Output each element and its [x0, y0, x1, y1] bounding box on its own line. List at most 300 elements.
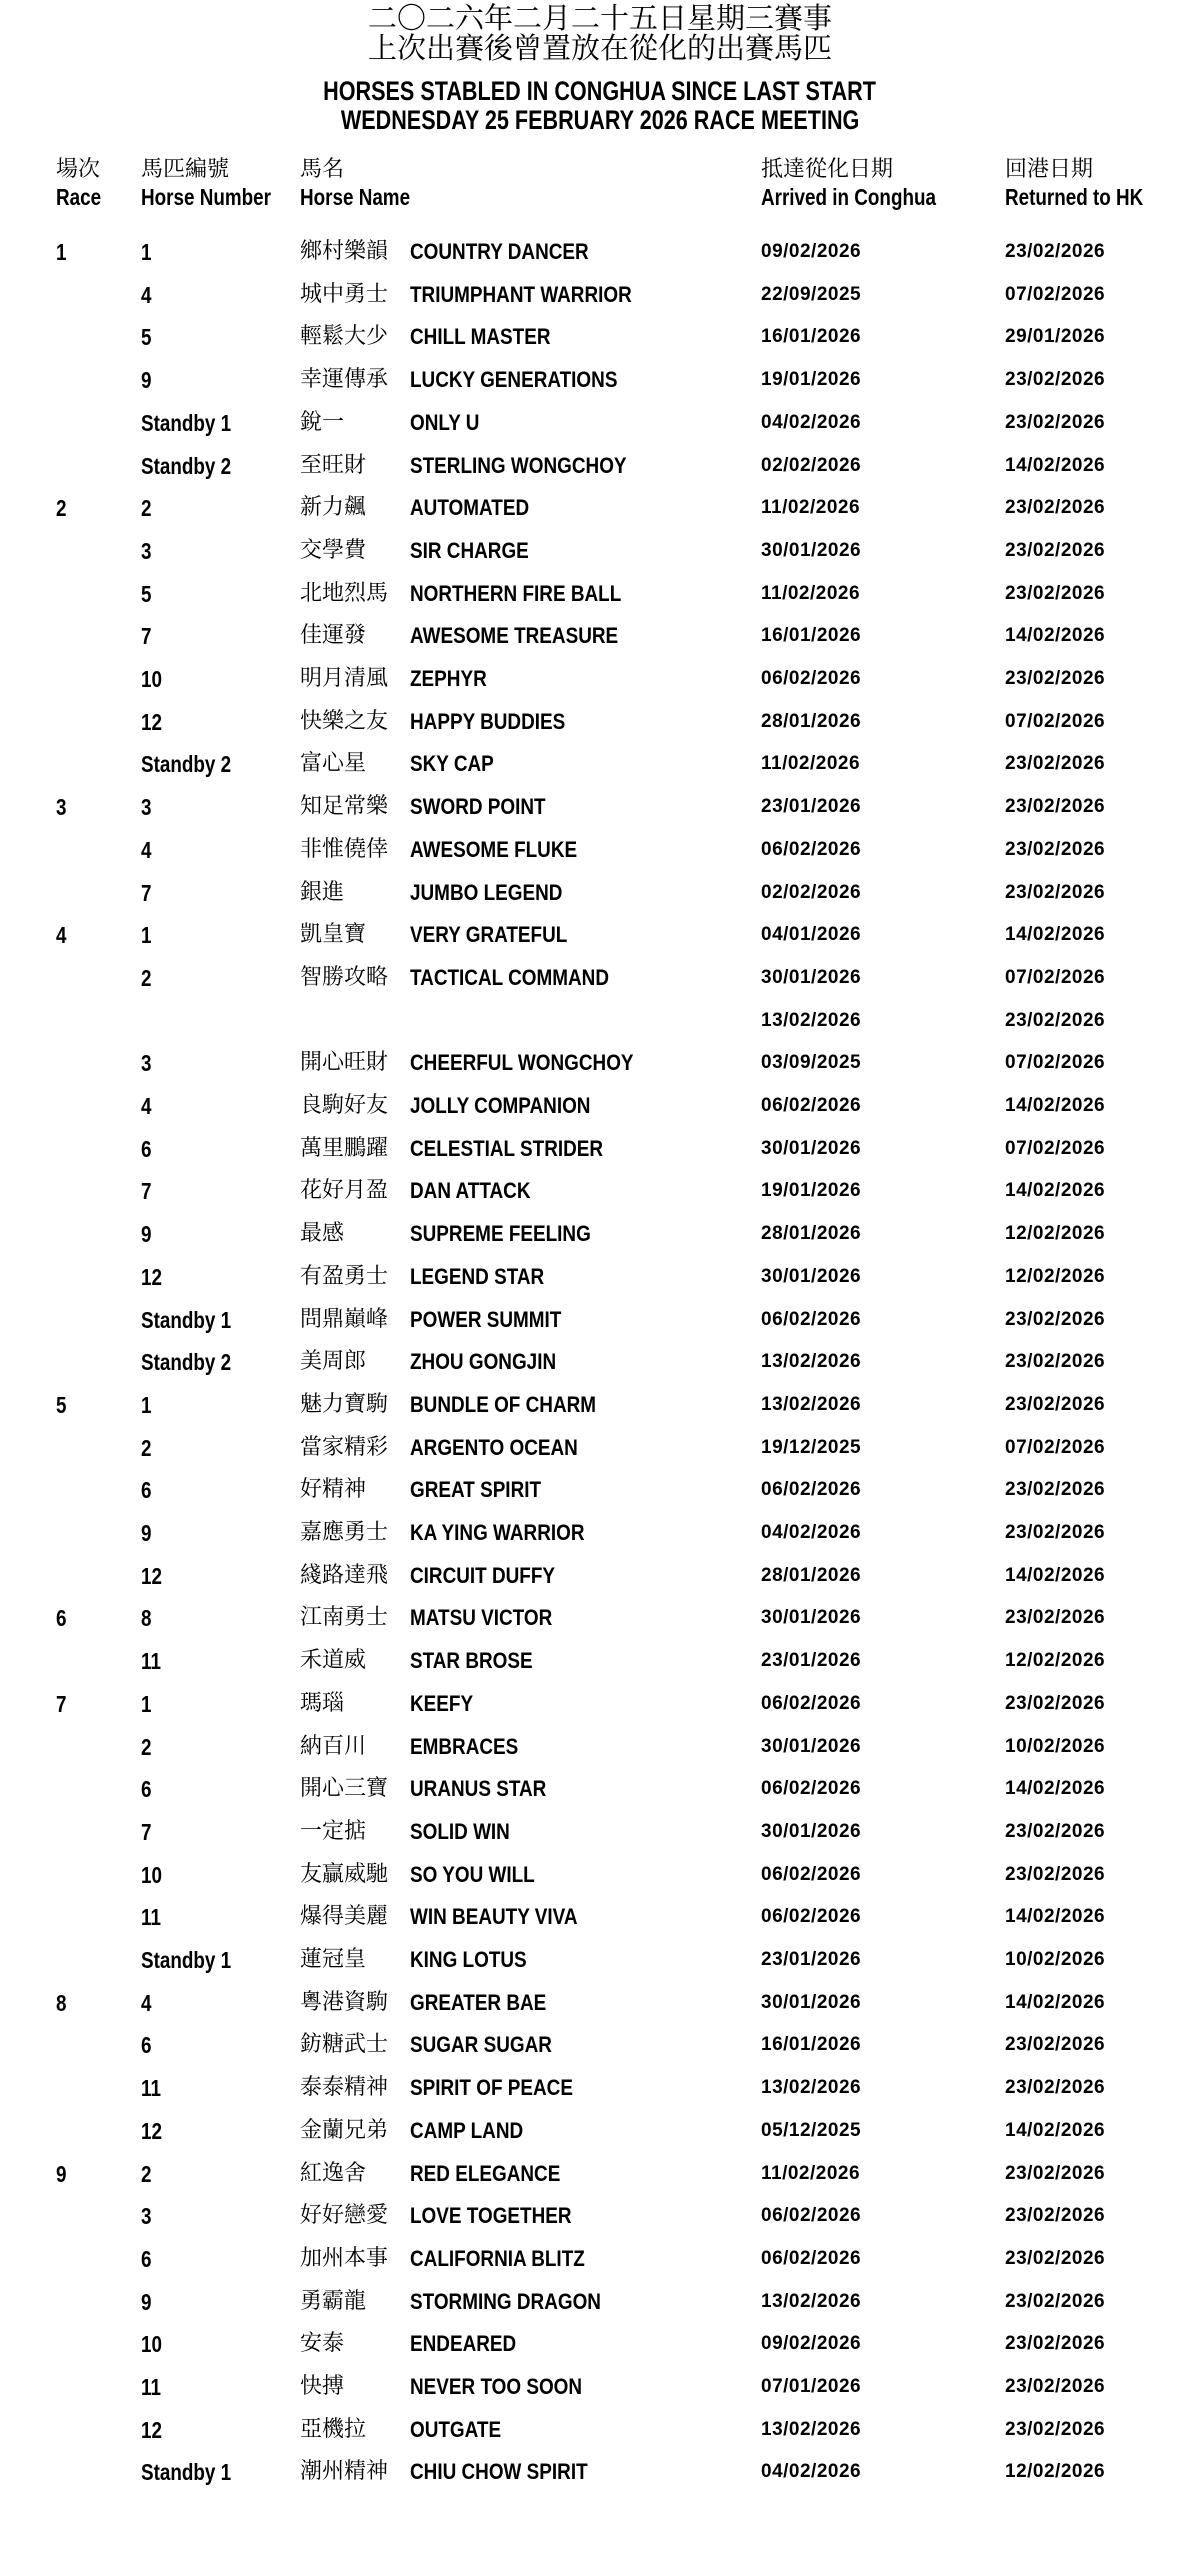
horse-name-zh-cell: 城中勇士: [300, 281, 389, 307]
horse-name-en-cell: CIRCUIT DUFFY: [410, 1562, 556, 1588]
returned-date-cell: 23/02/2026: [1005, 2034, 1106, 2056]
returned-date-cell: 23/02/2026: [1005, 2418, 1106, 2440]
horse-name-zh-cell: 鄉村樂韻: [300, 239, 389, 264]
horse-number-cell: 11: [141, 1648, 161, 1675]
arrived-date-cell: 30/01/2026: [761, 1991, 862, 2013]
horse-number-cell: 12: [141, 708, 162, 735]
horse-name-zh-cell: 泰泰精神: [300, 2075, 389, 2101]
table-row: [0, 1219, 1200, 1262]
horse-name-en-cell: SIR CHARGE: [410, 537, 529, 563]
horse-number-cell: 5: [141, 324, 152, 351]
table-row: [0, 2372, 1200, 2415]
horse-number-cell: 2: [141, 495, 152, 522]
horse-name-zh-cell: 美周郎: [300, 1349, 367, 1375]
returned-date-cell: 23/02/2026: [1005, 1607, 1106, 1629]
arrived-date-cell: 30/01/2026: [761, 1265, 862, 1287]
horse-number-cell: Standby 1: [141, 2459, 232, 2486]
returned-date-cell: 23/02/2026: [1005, 2376, 1106, 2397]
returned-date-cell: 23/02/2026: [1005, 411, 1106, 433]
horse-name-zh-cell: 綫路達飛: [300, 1562, 389, 1588]
header-race-en: Race: [56, 184, 102, 210]
arrived-date-cell: 04/02/2026: [761, 1522, 862, 1543]
header-returned-zh: 回港日期: [1005, 157, 1094, 182]
horse-number-cell: 6: [141, 1477, 152, 1504]
arrived-date-cell: 11/02/2026: [761, 753, 861, 775]
returned-date-cell: 07/02/2026: [1005, 710, 1106, 732]
table-row: [0, 621, 1200, 664]
horse-name-zh-cell: 花好月盈: [300, 1178, 389, 1204]
horse-name-zh-cell: 勇霸龍: [300, 2288, 367, 2314]
table-row: [0, 536, 1200, 579]
table-row: [0, 1945, 1200, 1988]
horse-number-cell: 4: [141, 1989, 152, 2016]
horse-name-en-cell: STERLING WONGCHOY: [410, 452, 627, 478]
horse-number-cell: 3: [141, 1050, 152, 1077]
horse-name-zh-cell: 友贏威馳: [300, 1861, 389, 1887]
horse-number-cell: 1: [141, 239, 152, 265]
race-cell: 4: [56, 922, 67, 949]
returned-date-cell: 07/02/2026: [1005, 1137, 1106, 1159]
returned-date-cell: 23/02/2026: [1005, 1351, 1106, 1373]
horse-name-en-cell: GREATER BAE: [410, 1989, 547, 2015]
table-row: [0, 2201, 1200, 2244]
arrived-date-cell: 05/12/2025: [761, 2119, 862, 2141]
horse-name-zh-cell: 紅逸舍: [300, 2160, 367, 2186]
horse-number-cell: 6: [141, 2245, 152, 2272]
returned-date-cell: 12/02/2026: [1005, 1650, 1106, 1672]
table-row: [0, 1689, 1200, 1732]
horse-name-en-cell: DAN ATTACK: [410, 1178, 531, 1204]
horse-name-zh-cell: 銳一: [300, 409, 345, 435]
returned-date-cell: 23/02/2026: [1005, 1308, 1106, 1330]
horse-name-en-cell: NORTHERN FIRE BALL: [410, 580, 622, 606]
horse-name-en-cell: GREAT SPIRIT: [410, 1477, 542, 1503]
horse-name-en-cell: KEEFY: [410, 1690, 474, 1716]
horse-name-en-cell: LOVE TOGETHER: [410, 2203, 572, 2229]
horse-number-cell: 6: [141, 2032, 152, 2059]
horse-number-cell: 3: [141, 537, 152, 564]
table-row: [0, 365, 1200, 408]
horse-name-zh-cell: 最感: [300, 1221, 345, 1247]
returned-date-cell: 23/02/2026: [1005, 1522, 1106, 1543]
horse-name-zh-cell: 至旺財: [300, 452, 367, 478]
arrived-date-cell: 28/01/2026: [761, 1564, 862, 1586]
horse-name-en-cell: POWER SUMMIT: [410, 1306, 562, 1332]
returned-date-cell: 23/02/2026: [1005, 881, 1106, 903]
returned-date-cell: 23/02/2026: [1005, 2205, 1106, 2227]
title-zh-line1: 二〇二六年二月二十五日星期三賽事: [367, 1, 832, 35]
arrived-date-cell: 09/02/2026: [761, 241, 862, 262]
table-row: [0, 1902, 1200, 1945]
table-row: [0, 493, 1200, 536]
table-row: [0, 1817, 1200, 1860]
horse-number-cell: 11: [141, 1904, 161, 1931]
table-row: [0, 2030, 1200, 2073]
horse-name-en-cell: SUPREME FEELING: [410, 1221, 591, 1247]
header-race-zh: 場次: [56, 157, 101, 182]
horse-name-zh-cell: 納百川: [300, 1733, 367, 1759]
horse-name-en-cell: CHIU CHOW SPIRIT: [410, 2459, 588, 2485]
table-row: [0, 963, 1200, 1006]
arrived-date-cell: 30/01/2026: [761, 539, 862, 561]
horse-name-zh-cell: 交學費: [300, 537, 367, 563]
table-row: [0, 878, 1200, 921]
returned-date-cell: 23/02/2026: [1005, 2162, 1106, 2184]
table-row: [0, 2415, 1200, 2458]
arrived-date-cell: 03/09/2025: [761, 1052, 862, 1074]
returned-date-cell: 23/02/2026: [1005, 1009, 1106, 1031]
arrived-date-cell: 22/09/2025: [761, 283, 862, 305]
table-row: [0, 1603, 1200, 1646]
returned-date-cell: 07/02/2026: [1005, 966, 1106, 988]
returned-date-cell: 14/02/2026: [1005, 1906, 1106, 1928]
horse-name-en-cell: WIN BEAUTY VIVA: [410, 1904, 578, 1930]
horse-name-zh-cell: 智勝攻略: [300, 964, 389, 990]
arrived-date-cell: 02/02/2026: [761, 454, 862, 476]
horse-number-cell: 10: [141, 2331, 162, 2358]
horse-name-en-cell: AWESOME FLUKE: [410, 836, 578, 862]
horse-number-cell: 6: [141, 1776, 152, 1803]
table-row: [0, 1390, 1200, 1433]
horse-name-zh-cell: 富心星: [300, 751, 367, 777]
returned-date-cell: 10/02/2026: [1005, 1735, 1106, 1757]
table-row: [0, 920, 1200, 963]
table-row: [0, 1048, 1200, 1091]
header-horse-number-zh: 馬匹編號: [141, 157, 230, 182]
horse-name-zh-cell: 粵港資駒: [300, 1989, 389, 2015]
horse-name-en-cell: RED ELEGANCE: [410, 2160, 561, 2186]
race-cell: 2: [56, 495, 67, 522]
arrived-date-cell: 23/01/2026: [761, 1949, 862, 1970]
arrived-date-cell: 28/01/2026: [761, 710, 862, 732]
table-row: [0, 2244, 1200, 2287]
horse-name-en-cell: AUTOMATED: [410, 495, 530, 521]
horse-name-zh-cell: 萬里鵬躍: [300, 1135, 389, 1161]
title-en-line1-text: HORSES STABLED IN CONGHUA SINCE LAST START: [323, 76, 877, 106]
arrived-date-cell: 19/01/2026: [761, 369, 862, 391]
table-row: [0, 322, 1200, 365]
horse-name-en-cell: KA YING WARRIOR: [410, 1520, 585, 1545]
table-row: [0, 1518, 1200, 1561]
table-row: [0, 2287, 1200, 2330]
horse-number-cell: 1: [141, 1690, 152, 1717]
arrived-date-cell: 30/01/2026: [761, 1820, 862, 1842]
header-returned-en: Returned to HK: [1005, 184, 1144, 210]
horse-name-zh-cell: 一定掂: [300, 1818, 367, 1844]
arrived-date-cell: 23/01/2026: [761, 1650, 862, 1672]
arrived-date-cell: 06/02/2026: [761, 2247, 862, 2269]
returned-date-cell: 23/02/2026: [1005, 1393, 1106, 1415]
horse-name-zh-cell: 有盈勇士: [300, 1263, 389, 1289]
horse-number-cell: 10: [141, 666, 162, 692]
arrived-date-cell: 16/01/2026: [761, 326, 862, 348]
returned-date-cell: 14/02/2026: [1005, 924, 1106, 946]
arrived-date-cell: 04/01/2026: [761, 924, 862, 946]
horse-name-zh-cell: 當家精彩: [300, 1434, 389, 1460]
arrived-date-cell: 28/01/2026: [761, 1223, 862, 1245]
horse-number-cell: 12: [141, 1562, 162, 1589]
returned-date-cell: 23/02/2026: [1005, 1692, 1106, 1714]
arrived-date-cell: 02/02/2026: [761, 881, 862, 903]
returned-date-cell: 14/02/2026: [1005, 1991, 1106, 2013]
horse-name-en-cell: SO YOU WILL: [410, 1861, 535, 1887]
arrived-date-cell: 30/01/2026: [761, 1607, 862, 1629]
returned-date-cell: 23/02/2026: [1005, 2247, 1106, 2269]
horse-number-cell: 3: [141, 2203, 152, 2230]
table-row: [0, 237, 1200, 280]
title-en-line2: [0, 105, 1200, 135]
horse-name-zh-cell: 輕鬆大少: [300, 324, 389, 350]
header-horse-name: [300, 157, 434, 211]
horse-name-zh-cell: 蓮冠皇: [300, 1947, 367, 1972]
table-row: [0, 1774, 1200, 1817]
horse-name-zh-cell: 禾道威: [300, 1648, 367, 1674]
arrived-date-cell: 06/02/2026: [761, 1308, 862, 1330]
horse-name-en-cell: CHILL MASTER: [410, 324, 551, 350]
horse-number-cell: 9: [141, 2288, 152, 2315]
returned-date-cell: 14/02/2026: [1005, 1778, 1106, 1800]
returned-date-cell: 23/02/2026: [1005, 539, 1106, 561]
horse-name-en-cell: SUGAR SUGAR: [410, 2032, 552, 2058]
horse-name-zh-cell: 新力飆: [300, 495, 367, 521]
horse-number-cell: 9: [141, 367, 152, 394]
horse-name-zh-cell: 安泰: [300, 2331, 345, 2357]
returned-date-cell: 23/02/2026: [1005, 753, 1106, 775]
table-row: [0, 451, 1200, 494]
horse-number-cell: 1: [141, 1391, 152, 1418]
horse-name-en-cell: SOLID WIN: [410, 1818, 510, 1844]
header-returned: [1005, 157, 1174, 211]
arrived-date-cell: 13/02/2026: [761, 2290, 862, 2312]
header-arrived: [761, 157, 974, 211]
horse-name-zh-cell: 佳運發: [300, 623, 367, 649]
horse-number-cell: 7: [141, 1818, 152, 1845]
horse-name-en-cell: LUCKY GENERATIONS: [410, 367, 618, 393]
horse-name-zh-cell: 銀進: [300, 879, 345, 905]
horse-name-en-cell: STORMING DRAGON: [410, 2288, 601, 2314]
horse-name-zh-cell: 好好戀愛: [300, 2203, 389, 2229]
arrived-date-cell: 06/02/2026: [761, 838, 862, 860]
returned-date-cell: 23/02/2026: [1005, 1479, 1106, 1501]
horse-number-cell: 2: [141, 1434, 152, 1461]
table-row: [0, 792, 1200, 835]
horse-number-cell: Standby 1: [141, 1306, 232, 1333]
horse-name-en-cell: TRIUMPHANT WARRIOR: [410, 281, 632, 307]
arrived-date-cell: 30/01/2026: [761, 1137, 862, 1159]
table-row: [0, 2073, 1200, 2116]
horse-name-en-cell: CALIFORNIA BLITZ: [410, 2245, 585, 2271]
arrived-date-cell: 06/02/2026: [761, 1095, 862, 1116]
table-row: [0, 1176, 1200, 1219]
horse-name-en-cell: ZEPHYR: [410, 666, 487, 691]
horse-number-cell: 7: [141, 1178, 152, 1205]
horse-name-zh-cell: 瑪瑙: [300, 1690, 345, 1716]
table-row: [0, 2329, 1200, 2372]
arrived-date-cell: 19/12/2025: [761, 1436, 862, 1458]
horse-name-zh-cell: 亞機拉: [300, 2416, 367, 2442]
horse-name-en-cell: TACTICAL COMMAND: [410, 964, 609, 990]
horse-name-en-cell: CELESTIAL STRIDER: [410, 1135, 604, 1161]
arrived-date-cell: 13/02/2026: [761, 1351, 862, 1373]
horse-number-cell: 10: [141, 1861, 162, 1888]
returned-date-cell: 14/02/2026: [1005, 1564, 1106, 1586]
horse-name-en-cell: KING LOTUS: [410, 1947, 527, 1972]
arrived-date-cell: 06/02/2026: [761, 1863, 862, 1885]
returned-date-cell: 23/02/2026: [1005, 241, 1106, 262]
arrived-date-cell: 09/02/2026: [761, 2333, 862, 2355]
horse-name-en-cell: ONLY U: [410, 409, 480, 435]
horse-name-zh-cell: 鈁糖武士: [300, 2032, 389, 2058]
arrived-date-cell: 16/01/2026: [761, 625, 862, 647]
table-row: [0, 1860, 1200, 1903]
horse-name-en-cell: VERY GRATEFUL: [410, 922, 568, 948]
returned-date-cell: 23/02/2026: [1005, 497, 1106, 519]
returned-date-cell: 29/01/2026: [1005, 326, 1106, 348]
horse-number-cell: 7: [141, 623, 152, 650]
horse-number-cell: 5: [141, 580, 152, 607]
arrived-date-cell: 23/01/2026: [761, 796, 862, 818]
horse-name-en-cell: CAMP LAND: [410, 2117, 524, 2143]
returned-date-cell: 23/02/2026: [1005, 796, 1106, 818]
horse-number-cell: 12: [141, 1263, 162, 1290]
header-arrived-en: Arrived in Conghua: [761, 184, 936, 210]
returned-date-cell: 14/02/2026: [1005, 2119, 1106, 2141]
header-horse-name-zh: 馬名: [300, 157, 345, 182]
horse-name-en-cell: JOLLY COMPANION: [410, 1093, 591, 1118]
race-cell: 9: [56, 2160, 67, 2187]
horse-name-zh-cell: 爆得美麗: [300, 1904, 389, 1930]
horse-name-zh-cell: 嘉應勇士: [300, 1520, 389, 1545]
horse-name-zh-cell: 非惟僥倖: [300, 836, 389, 862]
arrived-date-cell: 04/02/2026: [761, 2461, 862, 2483]
arrived-date-cell: 06/02/2026: [761, 1692, 862, 1714]
table-row: [0, 1134, 1200, 1177]
horse-number-cell: Standby 1: [141, 1947, 232, 1973]
horse-name-zh-cell: 江南勇士: [300, 1605, 389, 1631]
horse-name-en-cell: AWESOME TREASURE: [410, 623, 619, 649]
race-cell: 7: [56, 1690, 67, 1717]
horse-number-cell: 2: [141, 1733, 152, 1760]
horse-name-zh-cell: 潮州精神: [300, 2459, 389, 2485]
table-row: [0, 1347, 1200, 1390]
horse-name-en-cell: SKY CAP: [410, 751, 494, 777]
horse-number-cell: 12: [141, 2416, 162, 2443]
returned-date-cell: 10/02/2026: [1005, 1949, 1106, 1970]
table-row: [0, 1988, 1200, 2031]
table-row: [0, 749, 1200, 792]
horse-number-cell: 11: [141, 2374, 161, 2400]
horse-name-zh-cell: 良駒好友: [300, 1093, 389, 1118]
arrived-date-cell: 06/02/2026: [761, 668, 862, 689]
table-row: [0, 1006, 1200, 1049]
race-cell: 5: [56, 1391, 67, 1418]
title-en-line1: [0, 76, 1200, 106]
returned-date-cell: 12/02/2026: [1005, 2461, 1106, 2483]
horse-number-cell: 3: [141, 794, 152, 821]
returned-date-cell: 23/02/2026: [1005, 369, 1106, 391]
horse-name-en-cell: ZHOU GONGJIN: [410, 1349, 557, 1375]
horse-name-en-cell: LEGEND STAR: [410, 1263, 545, 1289]
horse-number-cell: Standby 2: [141, 1349, 232, 1376]
header-horse-name-en: Horse Name: [300, 184, 411, 210]
horse-number-cell: 1: [141, 922, 152, 949]
arrived-date-cell: 30/01/2026: [761, 966, 862, 988]
horse-name-en-cell: SWORD POINT: [410, 794, 546, 820]
horse-number-cell: 2: [141, 964, 152, 991]
arrived-date-cell: 11/02/2026: [761, 2162, 861, 2184]
horse-name-en-cell: STAR BROSE: [410, 1648, 533, 1674]
arrived-date-cell: 07/01/2026: [761, 2376, 862, 2397]
returned-date-cell: 23/02/2026: [1005, 2333, 1106, 2355]
table-row: [0, 664, 1200, 707]
returned-date-cell: 23/02/2026: [1005, 1820, 1106, 1842]
horse-name-en-cell: SPIRIT OF PEACE: [410, 2075, 573, 2101]
arrived-date-cell: 11/02/2026: [761, 497, 861, 519]
horse-name-en-cell: JUMBO LEGEND: [410, 879, 563, 905]
arrived-date-cell: 06/02/2026: [761, 1906, 862, 1928]
horse-name-zh-cell: 明月清風: [300, 666, 389, 691]
horse-name-zh-cell: 開心三寶: [300, 1776, 389, 1802]
returned-date-cell: 14/02/2026: [1005, 625, 1106, 647]
horse-name-zh-cell: 凱皇寶: [300, 922, 367, 948]
race-cell: 8: [56, 1989, 67, 2016]
header-race: [56, 157, 111, 211]
arrived-date-cell: 19/01/2026: [761, 1180, 862, 1202]
horse-number-cell: Standby 2: [141, 452, 232, 479]
arrived-date-cell: 06/02/2026: [761, 1778, 862, 1800]
title-zh-line2: 上次出賽後曾置放在從化的出賽馬匹: [367, 31, 832, 65]
table-row: [0, 1475, 1200, 1518]
arrived-date-cell: 13/02/2026: [761, 2418, 862, 2440]
horse-number-cell: 2: [141, 2160, 152, 2187]
horse-name-zh-cell: 幸運傳承: [300, 367, 389, 393]
table-row: [0, 1561, 1200, 1604]
returned-date-cell: 12/02/2026: [1005, 1265, 1106, 1287]
returned-date-cell: 07/02/2026: [1005, 1052, 1106, 1074]
horse-name-en-cell: NEVER TOO SOON: [410, 2374, 583, 2399]
horse-number-cell: 12: [141, 2117, 162, 2144]
arrived-date-cell: 13/02/2026: [761, 2077, 862, 2099]
horse-number-cell: 4: [141, 836, 152, 863]
arrived-date-cell: 06/02/2026: [761, 2205, 862, 2227]
horse-name-en-cell: EMBRACES: [410, 1733, 519, 1759]
horse-name-en-cell: COUNTRY DANCER: [410, 239, 589, 264]
returned-date-cell: 23/02/2026: [1005, 2290, 1106, 2312]
horse-name-zh-cell: 開心旺財: [300, 1050, 389, 1076]
returned-date-cell: 07/02/2026: [1005, 1436, 1106, 1458]
returned-date-cell: 12/02/2026: [1005, 1223, 1106, 1245]
race-cell: 1: [56, 239, 67, 265]
table-row: [0, 2457, 1200, 2500]
arrived-date-cell: 30/01/2026: [761, 1735, 862, 1757]
table-row: [0, 1433, 1200, 1476]
horse-name-zh-cell: 問鼎巔峰: [300, 1306, 389, 1332]
header-horse-number: [141, 157, 299, 211]
table-row: [0, 1732, 1200, 1775]
horse-name-en-cell: ENDEARED: [410, 2331, 517, 2357]
table-row: [0, 1305, 1200, 1348]
table-row: [0, 835, 1200, 878]
horse-name-en-cell: MATSU VICTOR: [410, 1605, 553, 1631]
horse-name-zh-cell: 魅力寶駒: [300, 1391, 389, 1417]
arrived-date-cell: 06/02/2026: [761, 1479, 862, 1501]
horse-number-cell: 7: [141, 879, 152, 906]
horse-number-cell: 6: [141, 1135, 152, 1162]
horse-name-en-cell: URANUS STAR: [410, 1776, 547, 1802]
header-arrived-zh: 抵達從化日期: [761, 157, 894, 182]
horse-number-cell: Standby 2: [141, 751, 232, 778]
horse-name-zh-cell: 金蘭兄弟: [300, 2117, 389, 2143]
